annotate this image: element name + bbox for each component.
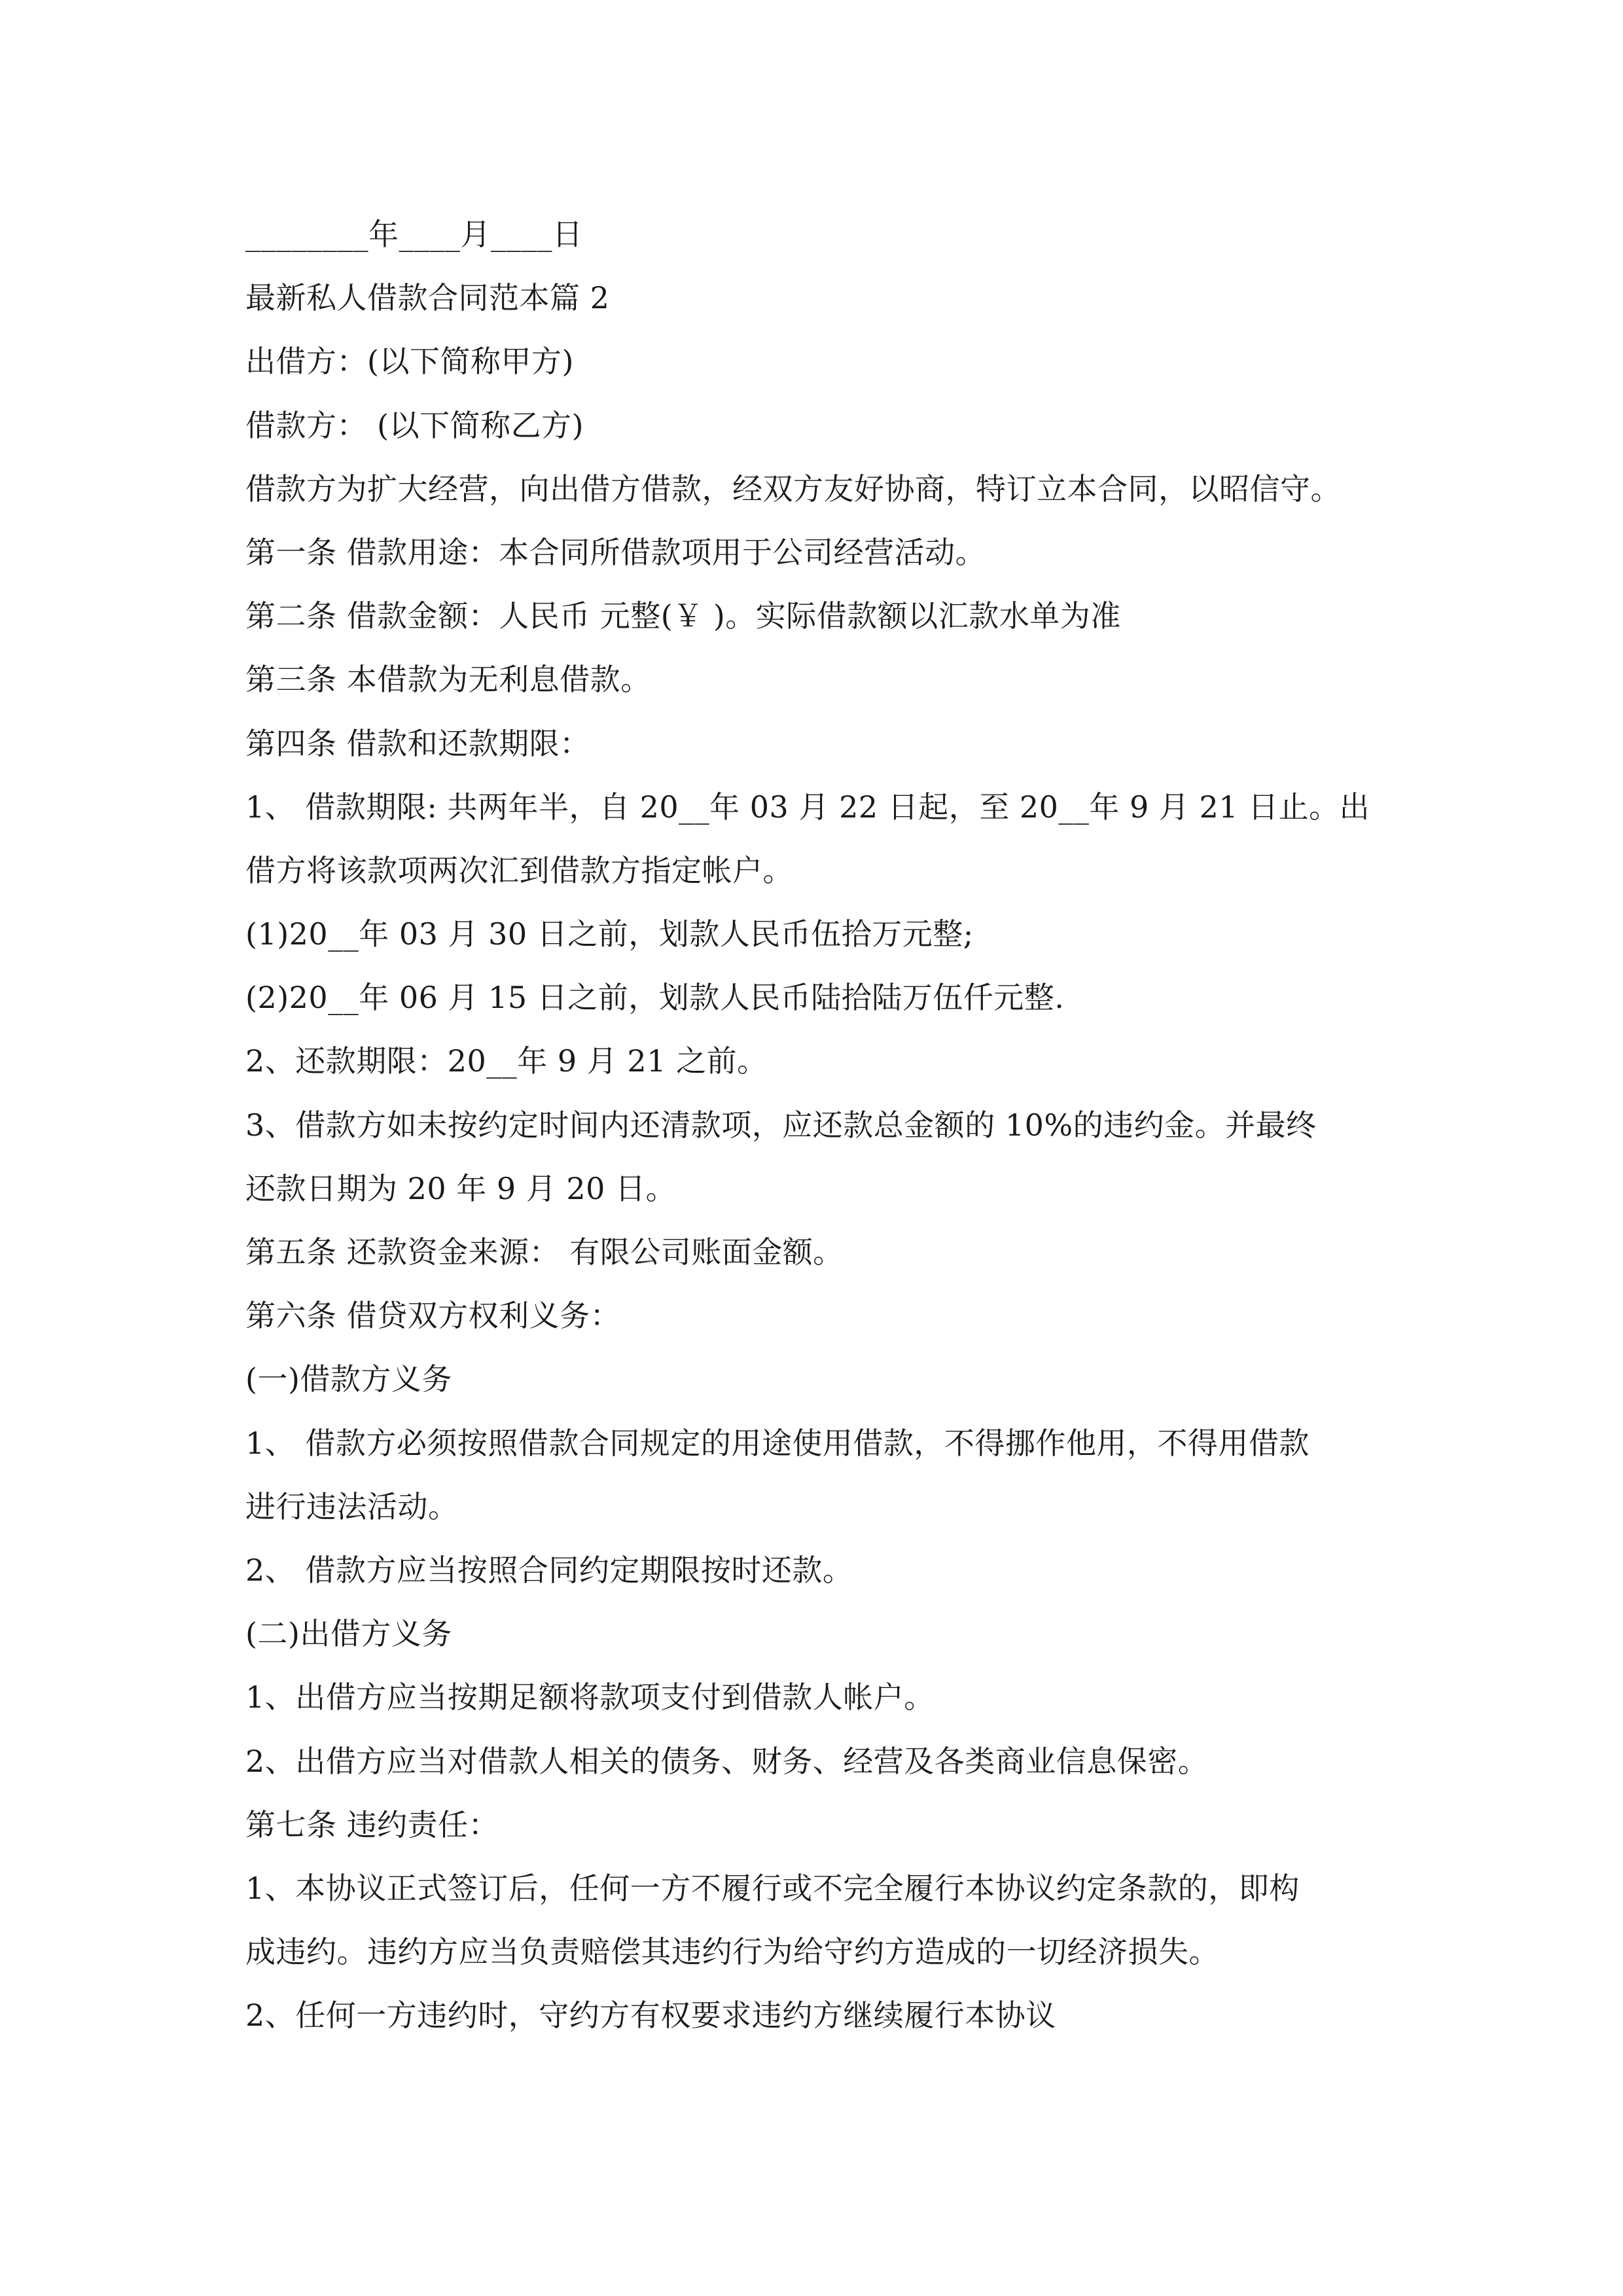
article-4-item-1: 1、 借款期限: 共两年半，自 20__年 03 月 22 日起，至 20__年 9 月 21 日止。出 (245, 789, 1370, 825)
lender-duty-1: 1、出借方应当按期足额将款项支付到借款人帐户。 (245, 1679, 935, 1715)
borrower-duty-2: 2、 借款方应当按照合同约定期限按时还款。 (245, 1552, 853, 1588)
borrower-duties-heading: (一)借款方义务 (245, 1361, 452, 1397)
lender-line: 出借方：(以下简称甲方) (245, 344, 574, 380)
article-5: 第五条 还款资金来源： 有限公司账面金额。 (245, 1234, 844, 1270)
article-6-heading: 第六条 借贷双方权利义务： (245, 1298, 621, 1334)
borrower-duty-1: 1、 借款方必须按照借款合同规定的用途使用借款，不得挪作他用，不得用借款 (245, 1425, 1310, 1461)
lender-duty-2: 2、出借方应当对借款人相关的债务、财务、经营及各类商业信息保密。 (245, 1743, 1209, 1779)
preamble-paragraph: 借款方为扩大经营，向出借方借款，经双方友好协商，特订立本合同，以昭信守。 (245, 471, 1341, 507)
article-7-item-1: 1、本协议正式签订后，任何一方不履行或不完全履行本协议约定条款的，即构 (245, 1870, 1300, 1906)
lender-duties-heading: (二)出借方义务 (245, 1616, 452, 1652)
article-1: 第一条 借款用途：本合同所借款项用于公司经营活动。 (245, 534, 986, 570)
date-line: ________年____月____日 (245, 217, 583, 252)
article-4-sub-1: (1)20__年 03 月 30 日之前，划款人民币伍拾万元整; (245, 916, 974, 952)
article-7-item-1-cont: 成违约。违约方应当负责赔偿其违约行为给守约方造成的一切经济损失。 (245, 1934, 1219, 1970)
article-3: 第三条 本借款为无利息借款。 (245, 662, 651, 698)
article-4-item-3: 3、借款方如未按约定时间内还清款项，应还款总金额的 10%的违约金。并最终 (245, 1107, 1317, 1143)
article-4-sub-2: (2)20__年 06 月 15 日之前，划款人民币陆拾陆万伍仟元整. (245, 980, 1065, 1016)
article-7-item-2: 2、任何一方违约时，守约方有权要求违约方继续履行本协议 (245, 1998, 1056, 2034)
article-4-item-2: 2、还款期限：20__年 9 月 21 之前。 (245, 1043, 768, 1079)
article-7-heading: 第七条 违约责任： (245, 1806, 499, 1842)
article-4-item-1-cont: 借方将该款项两次汇到借款方指定帐户。 (245, 852, 793, 888)
borrower-duty-1-cont: 进行违法活动。 (245, 1488, 459, 1524)
article-2: 第二条 借款金额：人民币 元整(￥ )。实际借款额以汇款水单为准 (245, 598, 1121, 634)
article-4-heading: 第四条 借款和还款期限： (245, 725, 590, 761)
borrower-line: 借款方： (以下简称乙方) (245, 407, 584, 443)
article-4-item-3-cont: 还款日期为 20 年 9 月 20 日。 (245, 1170, 677, 1206)
document-title: 最新私人借款合同范本篇 2 (245, 280, 610, 316)
document-body (245, 203, 1384, 2047)
